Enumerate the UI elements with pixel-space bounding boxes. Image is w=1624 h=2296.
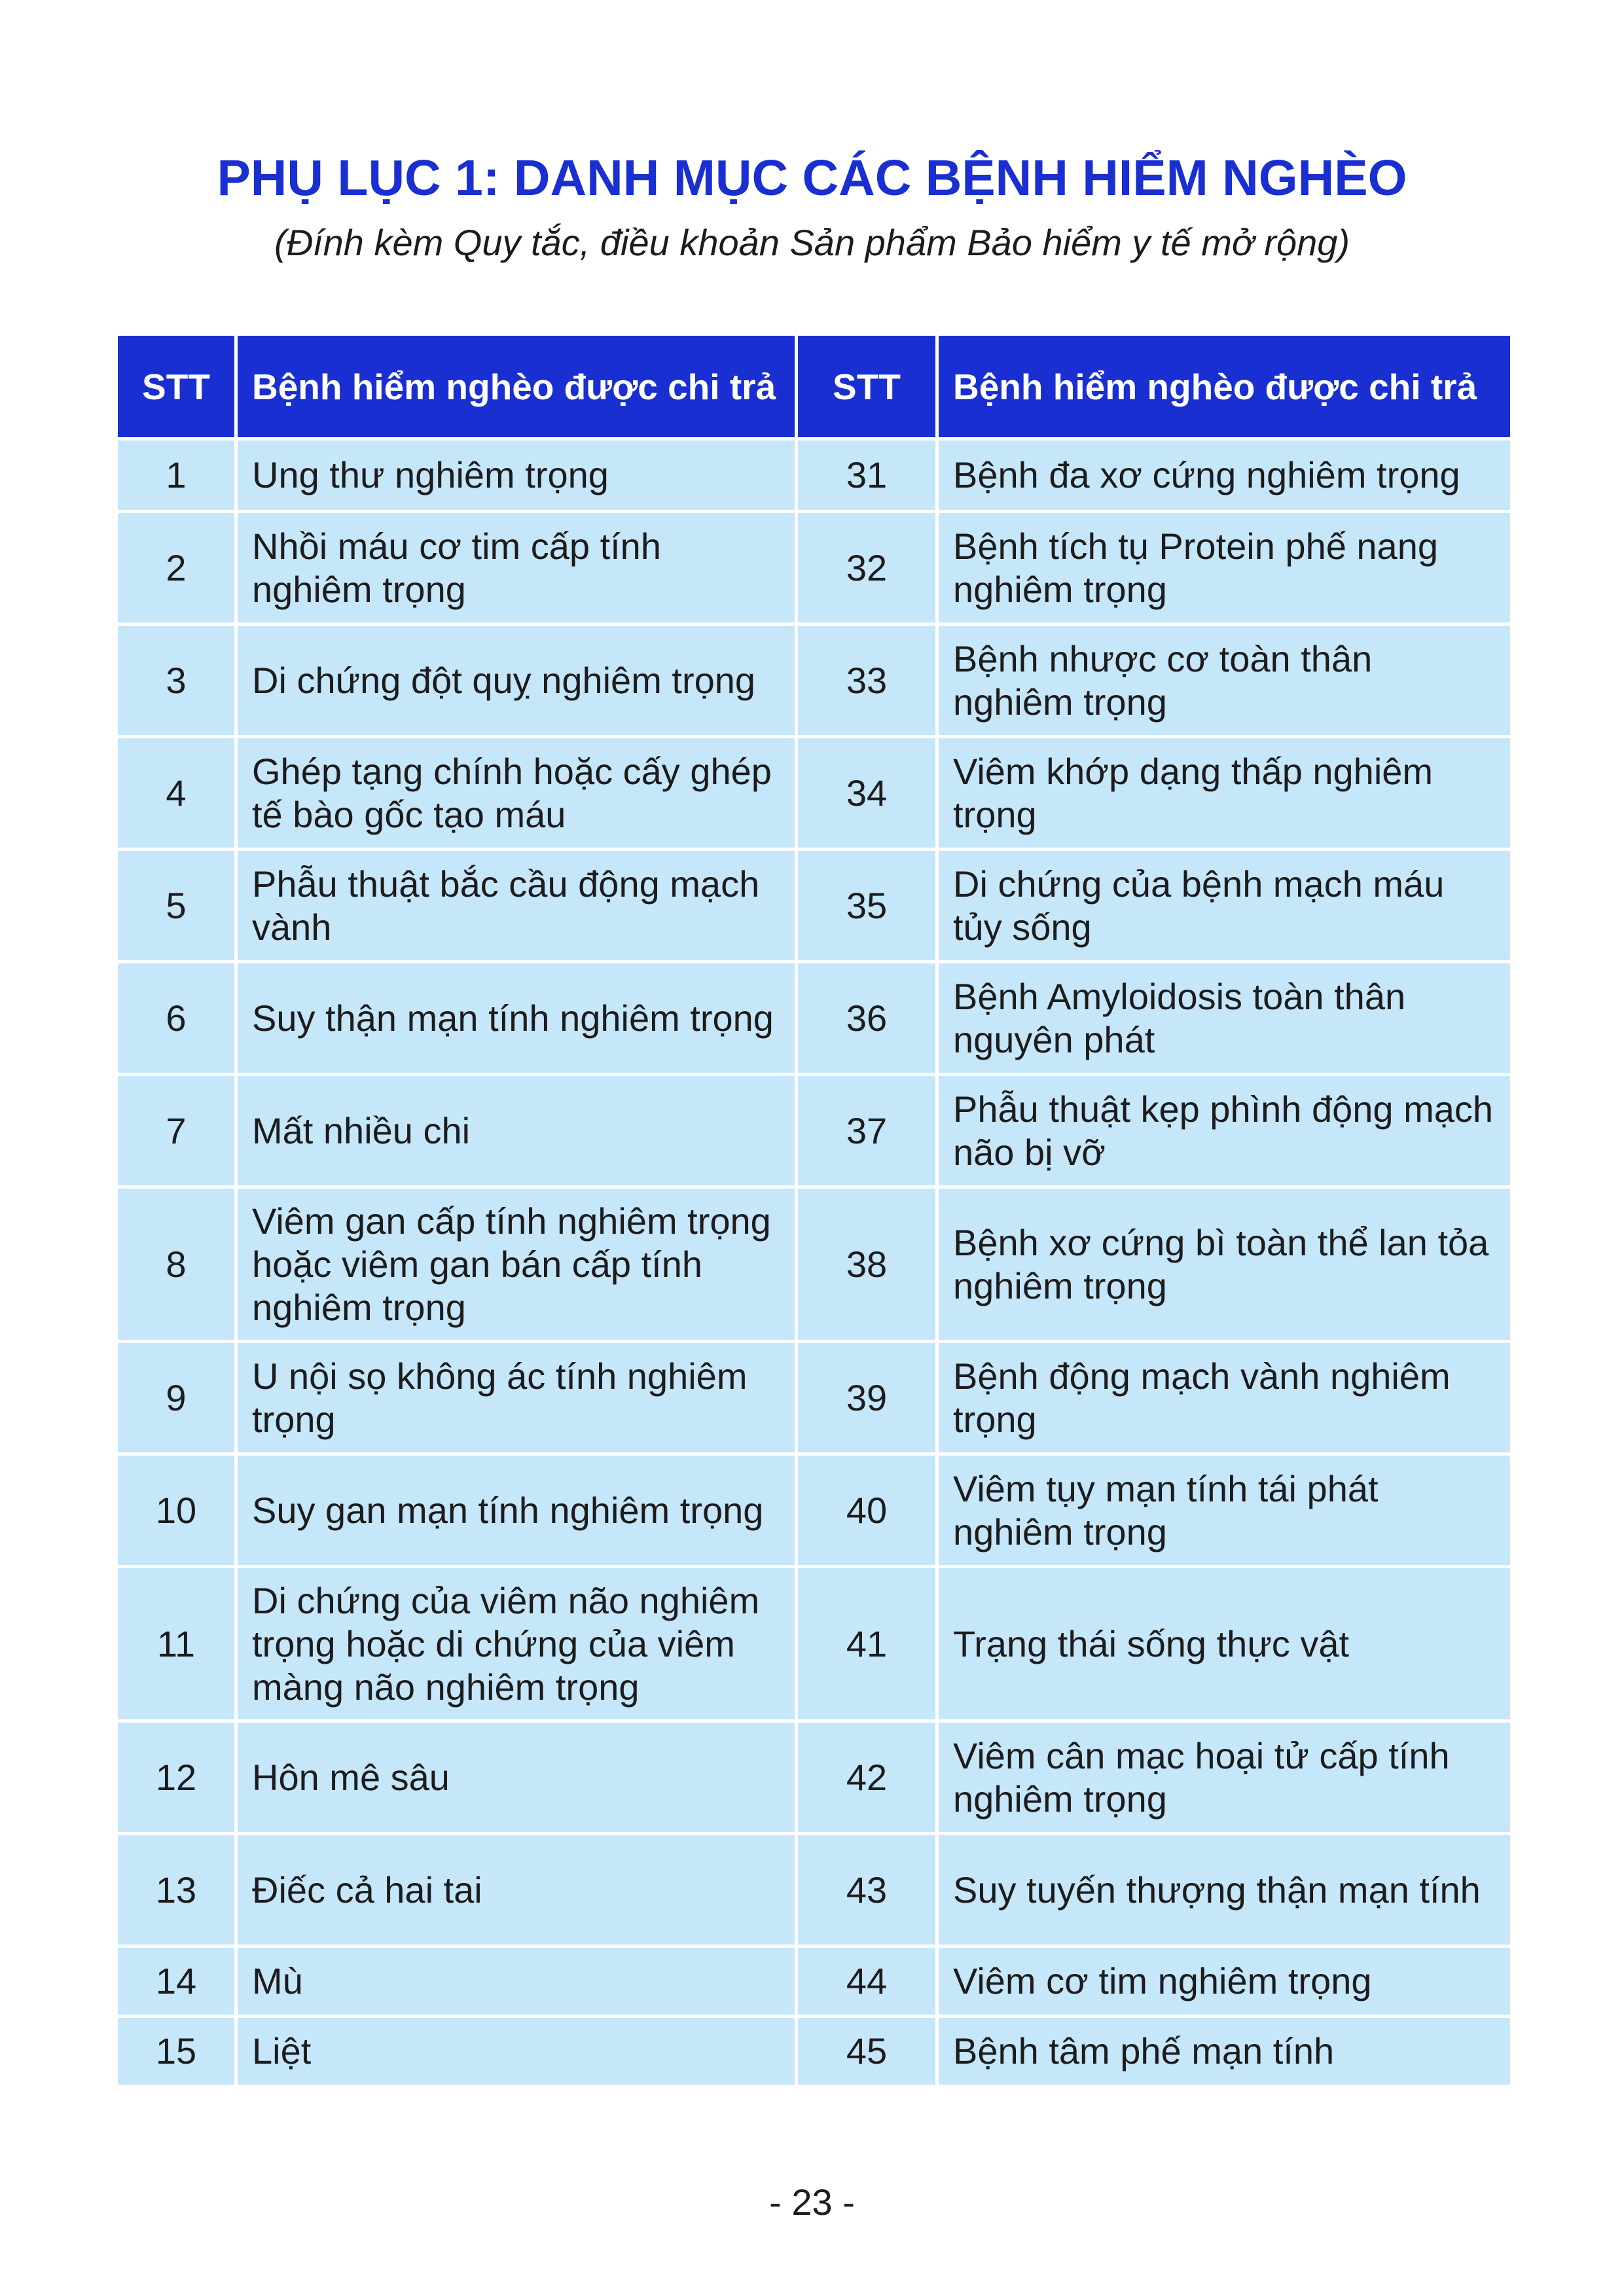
row-number-left: 9 — [118, 1343, 238, 1456]
table-row — [118, 738, 1510, 851]
row-number-right: 41 — [798, 1568, 939, 1723]
table-row — [118, 1189, 1510, 1343]
table-row — [118, 513, 1510, 626]
table-row — [118, 1076, 1510, 1189]
row-number-left: 14 — [118, 1948, 238, 2018]
illness-name-left: Liệt — [238, 2018, 798, 2088]
page-title: PHỤ LỤC 1: DANH MỤC CÁC BỆNH HIỂM NGHÈO — [217, 150, 1407, 206]
row-number-left: 15 — [118, 2018, 238, 2088]
illness-name-right: Bệnh nhược cơ toàn thân nghiêm trọng — [939, 626, 1510, 738]
illness-name-left: Phẫu thuật bắc cầu động mạch vành — [238, 851, 798, 963]
row-number-left: 6 — [118, 963, 238, 1076]
row-number-left: 12 — [118, 1723, 238, 1835]
illness-name-left: Hôn mê sâu — [238, 1723, 798, 1835]
row-number-right: 38 — [798, 1189, 939, 1343]
table-row — [118, 2018, 1510, 2088]
illness-name-left: Điếc cả hai tai — [238, 1835, 798, 1948]
table-row — [118, 1835, 1510, 1948]
illness-name-left: Nhồi máu cơ tim cấp tính nghiêm trọng — [238, 513, 798, 626]
illness-name-left: Mất nhiều chi — [238, 1076, 798, 1189]
illness-name-left: Mù — [238, 1948, 798, 2018]
illness-name-right: Trạng thái sống thực vật — [939, 1568, 1510, 1723]
illness-name-right: Suy tuyến thượng thận mạn tính — [939, 1835, 1510, 1948]
row-number-right: 33 — [798, 626, 939, 738]
illness-name-right: Bệnh Amyloidosis toàn thân nguyên phát — [939, 963, 1510, 1076]
row-number-left: 2 — [118, 513, 238, 626]
page-subtitle: (Đính kèm Quy tắc, điều khoản Sản phẩm Bảo hiểm y tế mở rộng) — [274, 222, 1350, 263]
table-row — [118, 851, 1510, 963]
illness-name-left: Suy gan mạn tính nghiêm trọng — [238, 1456, 798, 1568]
page-number: - 23 - — [769, 2181, 855, 2223]
table-row — [118, 440, 1510, 513]
row-number-right: 35 — [798, 851, 939, 963]
row-number-right: 42 — [798, 1723, 939, 1835]
row-number-left: 13 — [118, 1835, 238, 1948]
row-number-left: 5 — [118, 851, 238, 963]
header-illness-left: Bệnh hiểm nghèo được chi trả — [238, 336, 798, 440]
table-row — [118, 1948, 1510, 2018]
row-number-left: 7 — [118, 1076, 238, 1189]
table-row — [118, 1343, 1510, 1456]
row-number-left: 1 — [118, 440, 238, 513]
illness-name-right: Viêm tụy mạn tính tái phát nghiêm trọng — [939, 1456, 1510, 1568]
illness-name-right: Viêm khớp dạng thấp nghiêm trọng — [939, 738, 1510, 851]
illness-name-left: Di chứng đột quỵ nghiêm trọng — [238, 626, 798, 738]
illness-name-right: Bệnh động mạch vành nghiêm trọng — [939, 1343, 1510, 1456]
table-header-row — [118, 336, 1510, 440]
row-number-left: 8 — [118, 1189, 238, 1343]
row-number-right: 37 — [798, 1076, 939, 1189]
illness-name-left: Di chứng của viêm não nghiêm trọng hoặc di chứng của viêm màng não nghiêm trọng — [238, 1568, 798, 1723]
row-number-right: 34 — [798, 738, 939, 851]
illness-name-right: Bệnh tâm phế mạn tính — [939, 2018, 1510, 2088]
illness-name-left: U nội sọ không ác tính nghiêm trọng — [238, 1343, 798, 1456]
row-number-right: 45 — [798, 2018, 939, 2088]
table-row — [118, 1723, 1510, 1835]
row-number-left: 4 — [118, 738, 238, 851]
illness-name-right: Bệnh xơ cứng bì toàn thể lan tỏa nghiêm trọng — [939, 1189, 1510, 1343]
row-number-right: 31 — [798, 440, 939, 513]
row-number-right: 39 — [798, 1343, 939, 1456]
table-row — [118, 626, 1510, 738]
table-row — [118, 1568, 1510, 1723]
illness-name-right: Phẫu thuật kẹp phình động mạch não bị vỡ — [939, 1076, 1510, 1189]
illness-name-right: Viêm cân mạc hoại tử cấp tính nghiêm trọng — [939, 1723, 1510, 1835]
row-number-left: 10 — [118, 1456, 238, 1568]
row-number-right: 44 — [798, 1948, 939, 2018]
illness-name-left: Suy thận mạn tính nghiêm trọng — [238, 963, 798, 1076]
header-stt-left: STT — [118, 336, 238, 440]
table-row — [118, 963, 1510, 1076]
illness-name-right: Bệnh tích tụ Protein phế nang nghiêm trọng — [939, 513, 1510, 626]
table-row — [118, 1456, 1510, 1568]
illness-name-right: Di chứng của bệnh mạch máu tủy sống — [939, 851, 1510, 963]
illness-name-right: Bệnh đa xơ cứng nghiêm trọng — [939, 440, 1510, 513]
row-number-right: 40 — [798, 1456, 939, 1568]
row-number-right: 43 — [798, 1835, 939, 1948]
illness-name-left: Ghép tạng chính hoặc cấy ghép tế bào gốc tạo máu — [238, 738, 798, 851]
header-stt-right: STT — [798, 336, 939, 440]
row-number-left: 3 — [118, 626, 238, 738]
row-number-left: 11 — [118, 1568, 238, 1723]
header-illness-right: Bệnh hiểm nghèo được chi trả — [939, 336, 1510, 440]
illness-name-right: Viêm cơ tim nghiêm trọng — [939, 1948, 1510, 2018]
illness-name-left: Viêm gan cấp tính nghiêm trọng hoặc viêm gan bán cấp tính nghiêm trọng — [238, 1189, 798, 1343]
row-number-right: 32 — [798, 513, 939, 626]
illness-name-left: Ung thư nghiêm trọng — [238, 440, 798, 513]
row-number-right: 36 — [798, 963, 939, 1076]
critical-illness-table — [118, 336, 1510, 2088]
